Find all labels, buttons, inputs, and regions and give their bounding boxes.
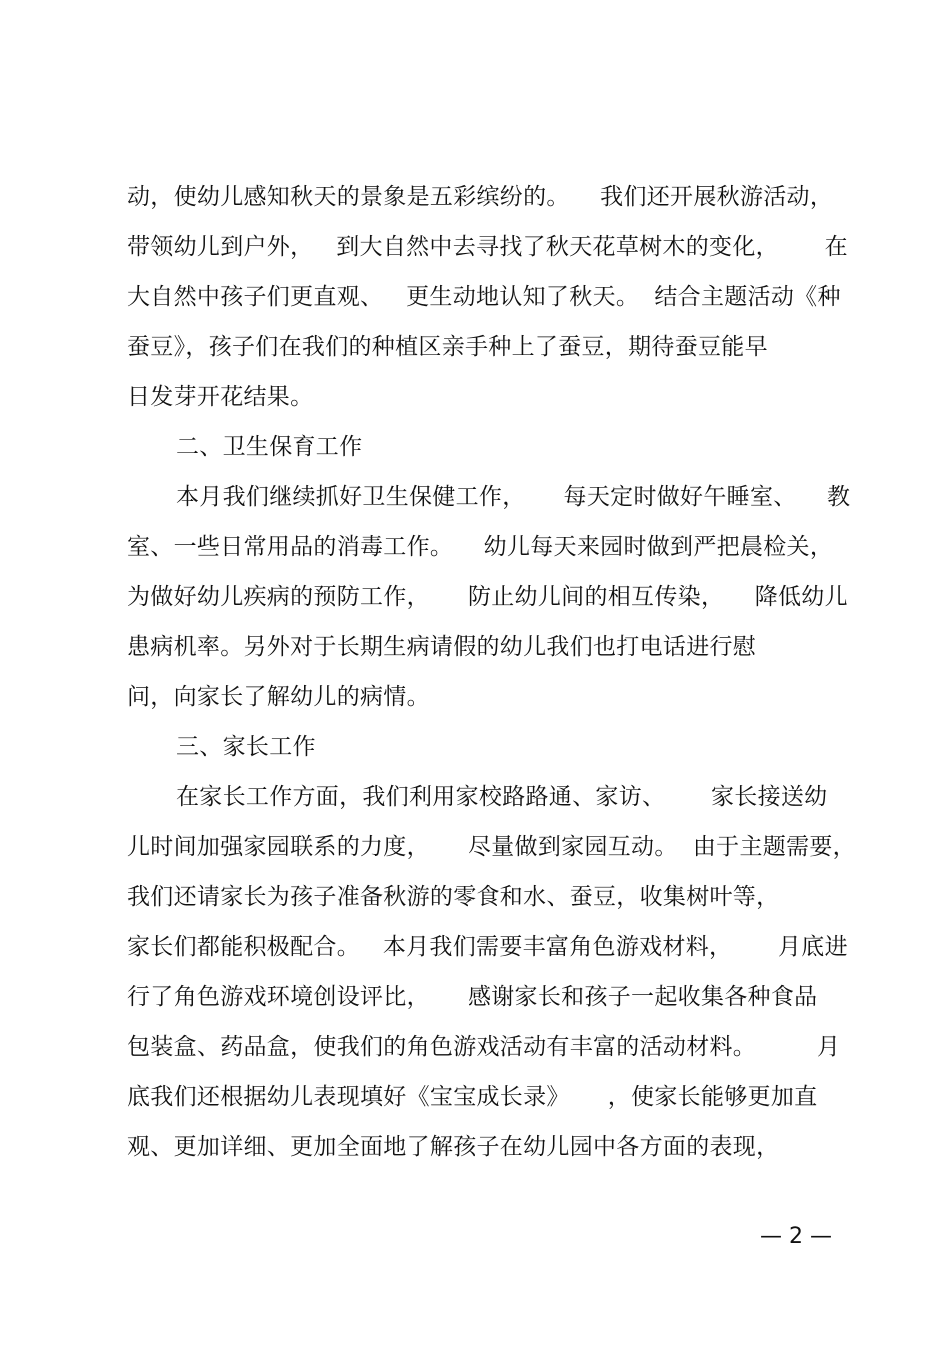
paragraph-line: 患病机率。另外对于长期生病请假的幼儿我们也打电话进行慰	[127, 634, 757, 660]
paragraph-line: 带领幼儿到户外， 到大自然中去寻找了秋天花草树木的变化， 在	[127, 234, 848, 260]
paragraph-line: 问，向家长了解幼儿的病情。	[127, 684, 430, 710]
paragraph-line: 包装盒、药品盒，使我们的角色游戏活动有丰富的活动材料。 月	[127, 1034, 841, 1060]
paragraph-line: 家长们都能积极配合。 本月我们需要丰富角色游戏材料， 月底进	[127, 934, 848, 960]
paragraph-line: 大自然中孩子们更直观、 更生动地认知了秋天。 结合主题活动《种	[127, 284, 841, 310]
paragraph-line: 行了角色游戏环境创设评比， 感谢家长和孩子一起收集各种食品	[127, 984, 818, 1010]
section-heading: 二、卫生保育工作	[176, 434, 363, 460]
paragraph-line: 日发芽开花结果。	[127, 384, 314, 410]
section-heading: 三、家长工作	[176, 734, 316, 760]
paragraph-line: 动，使幼儿感知秋天的景象是五彩缤纷的。 我们还开展秋游活动，	[127, 184, 834, 210]
paragraph-line: 为做好幼儿疾病的预防工作， 防止幼儿间的相互传染， 降低幼儿	[127, 584, 848, 610]
paragraph-line: 在家长工作方面，我们利用家校路路通、家访、 家长接送幼	[176, 784, 828, 810]
paragraph-line: 蚕豆》，孩子们在我们的种植区亲手种上了蚕豆，期待蚕豆能早	[127, 334, 768, 360]
paragraph-line: 我们还请家长为孩子准备秋游的零食和水、蚕豆，收集树叶等，	[127, 884, 780, 910]
page-number: — 2 —	[760, 1224, 832, 1249]
paragraph-line: 本月我们继续抓好卫生保健工作， 每天定时做好午睡室、 教	[176, 484, 851, 510]
paragraph-line: 室、一些日常用品的消毒工作。 幼儿每天来园时做到严把晨检关，	[127, 534, 834, 560]
paragraph-line: 底我们还根据幼儿表现填好《宝宝成长录》 ，使家长能够更加直	[127, 1084, 818, 1110]
paragraph-line: 儿时间加强家园联系的力度， 尽量做到家园互动。 由于主题需要，	[127, 834, 856, 860]
paragraph-line: 观、更加详细、更加全面地了解孩子在幼儿园中各方面的表现，	[127, 1134, 780, 1160]
